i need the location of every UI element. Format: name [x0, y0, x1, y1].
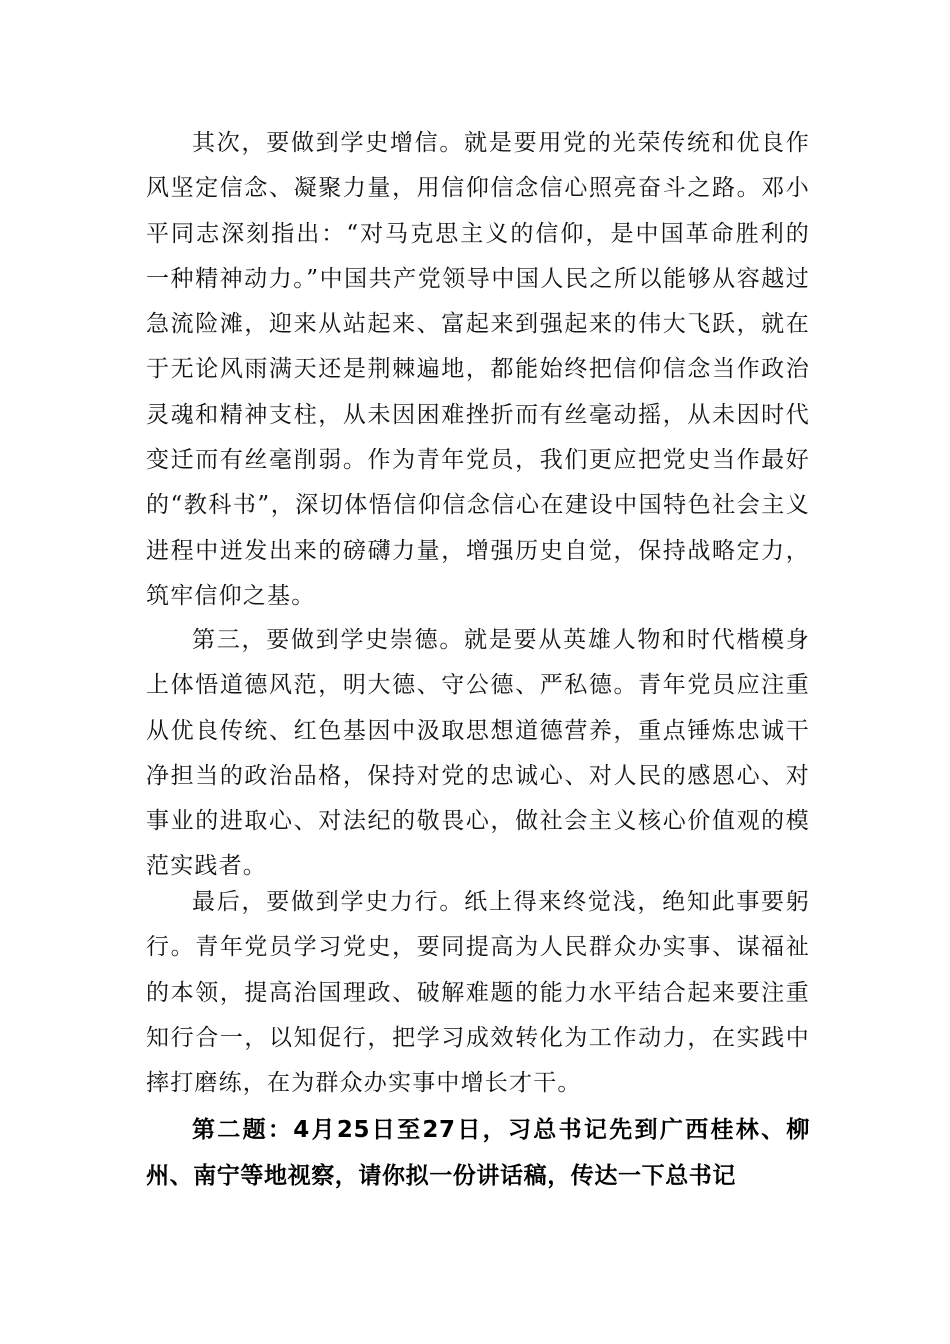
- paragraph-text: 第三，要做到学史崇德。就是要从英雄人物和时代楷模身上体悟道德风范，明大德、守公德、严私德。青年党员应注重从优良传统、红色基因中汲取思想道德营养，重点锤炼忠诚干净担当的政治品格，保持对党的忠诚心、对人民的感恩心、对事业的进取心、对法纪的敬畏心，做社会主义核心价值观的模范实践者。: [146, 627, 810, 880]
- paragraph-learn-history-practice: [146, 880, 810, 1106]
- paragraph-text: 其次，要做到学史增信。就是要用党的光荣传统和优良作风坚定信念、凝聚力量，用信仰信念信心照亮奋斗之路。邓小平同志深刻指出：“对马克思主义的信仰，是中国革命胜利的一种精神动力。”中国共产党领导中国人民之所以能够从容越过急流险滩，迎来从站起来、富起来到强起来的伟大飞跃，就在于无论风雨满天还是荆棘遍地，都能始终把信仰信念当作政治灵魂和精神支柱，从未因困难挫折而有丝毫动摇，从未因时代变迁而有丝毫削弱。作为青年党员，我们更应把党史当作最好的“教科书”，深切体悟信仰信念信心在建设中国特色社会主义进程中迸发出来的磅礴力量，增强历史自觉，保持战略定力，筑牢信仰之基。: [146, 130, 810, 609]
- paragraph-text: 最后，要做到学史力行。纸上得来终觉浅，绝知此事要躬行。青年党员学习党史，要同提高为人民群众办实事、谋福祉的本领，提高治国理政、破解难题的能力水平结合起来要注重知行合一，以知促行，把学习成效转化为工作动力，在实践中摔打磨练，在为群众办实事中增长才干。: [146, 889, 810, 1097]
- question-heading-text: 第二题：4月25日至27日，习总书记先到广西桂林、柳州、南宁等地视察，请你拟一份讲话稿，传达一下总书记: [146, 1117, 810, 1189]
- paragraph-learn-history-faith: [146, 121, 810, 619]
- paragraph-learn-history-virtue: [146, 618, 810, 890]
- question-heading: [146, 1108, 810, 1199]
